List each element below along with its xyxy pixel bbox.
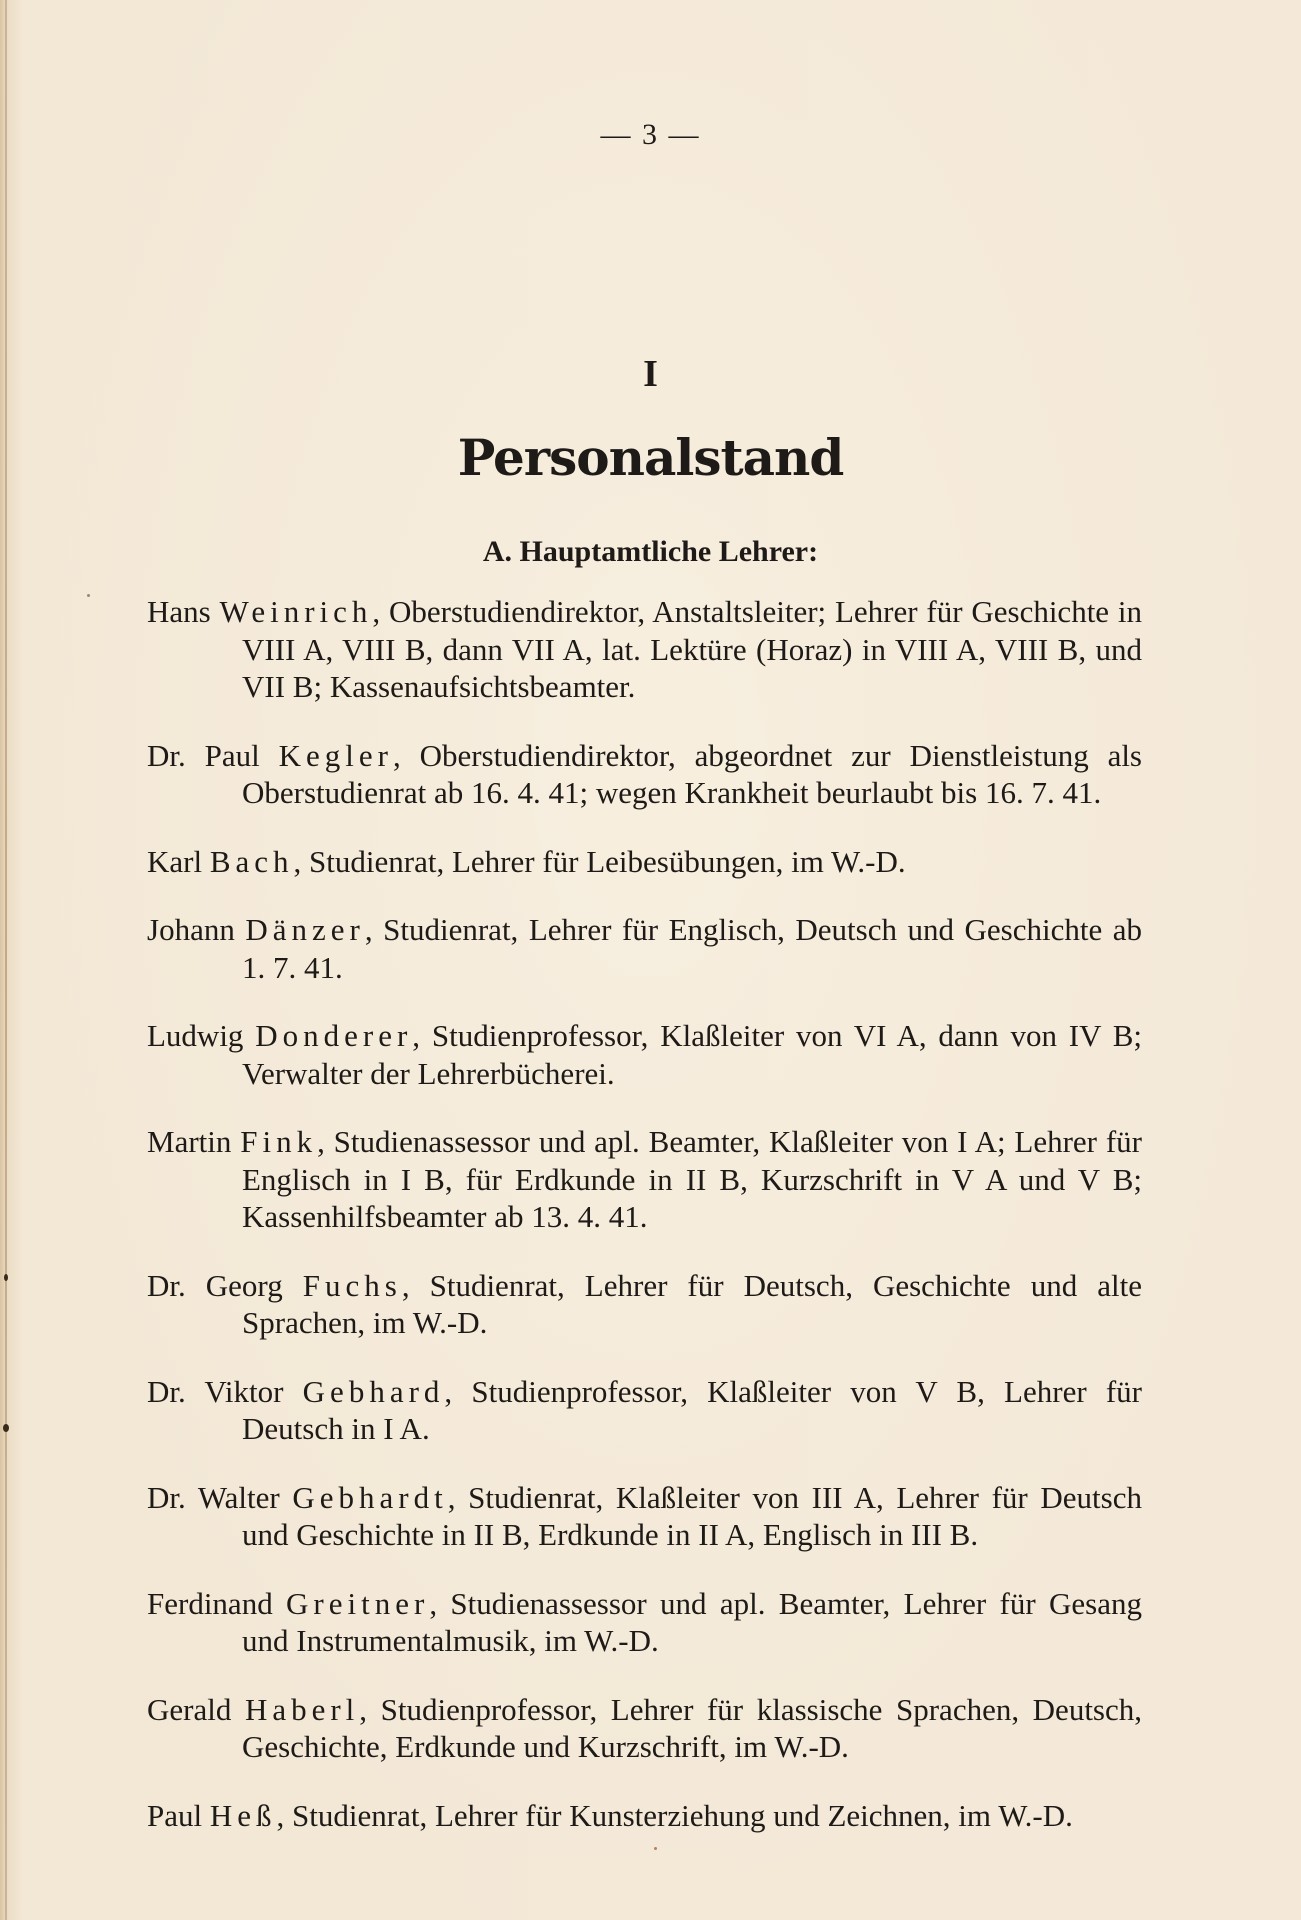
given-name: Dr. Georg	[147, 1267, 283, 1303]
page-edge	[5, 0, 7, 1920]
paper-speck	[87, 594, 90, 597]
entry-text: , Studienrat, Klaßleiter von III A, Lehrer für Deutsch und Geschichte in II B, Erdkunde in II A, Englisch in III B.	[242, 1479, 1142, 1552]
entry-text: , Studienrat, Lehrer für Leibesübungen, im W.-D.	[293, 843, 906, 879]
teacher-entry	[147, 911, 1142, 986]
given-name: Ferdinand	[147, 1585, 273, 1621]
given-name: Dr. Viktor	[147, 1373, 284, 1409]
teacher-entry	[147, 737, 1142, 812]
surname: Weinrich	[219, 594, 373, 629]
teacher-entry	[147, 843, 1142, 881]
entry-text: , Studienrat, Lehrer für Englisch, Deutsch und Geschichte ab 1. 7. 41.	[242, 912, 1142, 985]
entry-text: , Studienprofessor, Lehrer für klassische Sprachen, Deutsch, Geschichte, Erdkunde und Kurzschrift, im W.-D.	[242, 1691, 1142, 1764]
given-name: Paul	[147, 1797, 203, 1833]
entry-text: , Studienassessor und apl. Beamter, Klaßleiter von I A; Lehrer für Englisch in I B, für Erdkunde in II B, Kurzschrift in V A und V B; Kassenhilfsbeamter ab 13. 4. 41.	[242, 1124, 1142, 1234]
subsection-title: A. Hauptamtliche Lehrer:	[482, 535, 819, 568]
teacher-entry	[147, 1373, 1142, 1448]
surname: Fuchs	[302, 1267, 402, 1303]
given-name: Gerald	[147, 1691, 232, 1727]
given-name: Martin	[147, 1124, 232, 1159]
teacher-entry	[147, 1585, 1142, 1660]
entry-text: , Studienassessor und apl. Beamter, Lehrer für Gesang und Instrumentalmusik, im W.-D.	[242, 1585, 1142, 1658]
given-name: Dr. Walter	[147, 1479, 280, 1515]
teacher-entry	[147, 1691, 1142, 1766]
teacher-entry	[147, 1123, 1142, 1236]
entry-text: , Studienrat, Lehrer für Deutsch, Geschichte und alte Sprachen, im W.-D.	[242, 1267, 1142, 1340]
given-name: Karl	[147, 843, 203, 879]
entry-text: , Oberstudiendirektor, Anstaltsleiter; Lehrer für Geschichte in VIII A, VIII B, dann VII A, lat. Lektüre (Horaz) in VIII A, VIII B, und VII B; Kassenaufsichtsbeamter.	[242, 594, 1142, 704]
surname: Fink	[240, 1124, 318, 1159]
entry-text: , Studienprofessor, Klaßleiter von V B, Lehrer für Deutsch in I A.	[242, 1373, 1143, 1446]
teacher-entry	[147, 1017, 1142, 1092]
teacher-entry	[147, 1479, 1142, 1554]
page-number: — 3 —	[600, 118, 701, 151]
teacher-entry	[147, 1797, 1142, 1835]
teacher-entry	[147, 593, 1142, 706]
entry-text: , Studienrat, Lehrer für Kunsterziehung und Zeichnen, im W.-D.	[276, 1797, 1073, 1833]
paper-speck	[3, 1424, 9, 1432]
surname: Bach	[209, 843, 294, 879]
section-number: I	[643, 353, 658, 395]
surname: Gebhardt	[292, 1479, 448, 1515]
teacher-list	[147, 593, 1142, 1846]
surname: Heß	[209, 1797, 277, 1833]
entry-text: , Oberstudiendirektor, abgeordnet zur Dienstleistung als Oberstudienrat ab 16. 4. 41; wegen Krankheit beurlaubt bis 16. 7. 41.	[242, 737, 1142, 810]
surname: Greitner	[286, 1585, 430, 1621]
given-name: Hans	[147, 594, 211, 629]
given-name: Johann	[147, 912, 235, 947]
teacher-entry	[147, 1267, 1142, 1342]
entry-text: , Studienprofessor, Klaßleiter von VI A, dann von IV B; Verwalter der Lehrerbücherei.	[242, 1018, 1142, 1091]
section-title: Personalstand	[457, 428, 844, 487]
surname: Haberl	[244, 1691, 360, 1727]
paper-speck	[654, 1847, 657, 1850]
given-name: Ludwig	[147, 1018, 244, 1053]
paper-speck	[4, 1274, 8, 1281]
given-name: Dr. Paul	[147, 737, 260, 773]
surname: Gebhard	[302, 1373, 445, 1409]
surname: Donderer	[255, 1018, 413, 1053]
surname: Kegler	[278, 737, 393, 773]
surname: Dänzer	[245, 912, 365, 947]
